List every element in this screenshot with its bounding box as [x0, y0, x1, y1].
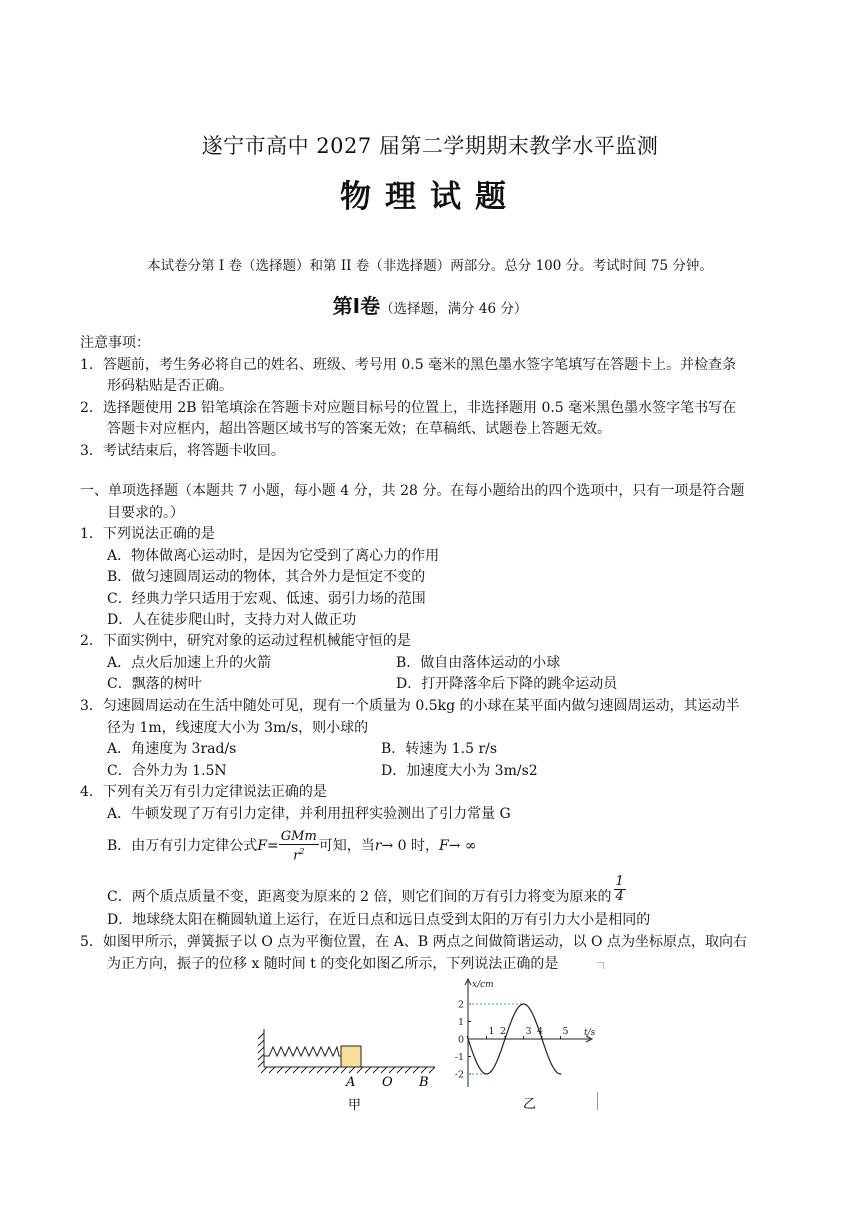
note-1-line-2: 形码粘贴是否正确。: [107, 378, 233, 394]
note-2-line-1: 2．选择题使用 2B 铅笔填涂在答题卡对应题目标号的位置上，非选择题用 0.5 毫米黑色墨水签字笔书写在: [80, 399, 737, 416]
question-2: [80, 631, 786, 696]
question-4-option-b-prefix: B．由万有引力定律公式: [107, 838, 258, 855]
question-2-option-c: C．飘落的树叶: [107, 676, 202, 692]
label-b: B: [419, 1075, 429, 1090]
section-1-line-2: 目要求的。）: [107, 504, 184, 521]
question-3-row-2: [80, 761, 786, 783]
formula-f: F: [257, 838, 268, 855]
question-1-option-a: A．物体做离心运动时，是因为它受到了离心力的作用: [107, 547, 440, 564]
y-tick-label: 2: [457, 999, 464, 1011]
one-quarter-fraction: [614, 875, 626, 904]
formula-r: r: [374, 838, 382, 855]
subject-heading: 物理试题: [340, 179, 520, 215]
volume-subtitle: （选择题，满分 46 分）: [380, 301, 528, 317]
notes-section: [80, 333, 786, 462]
question-5: [80, 932, 786, 975]
x-tick-label: 3: [525, 1026, 532, 1037]
question-4: [80, 782, 786, 825]
question-1-option-d: D．人在徒步爬山时，支持力对人做正功: [107, 612, 357, 628]
question-3-row-1: [80, 739, 786, 761]
question-2-option-b: B．做自由落体运动的小球: [396, 654, 561, 671]
question-4-option-c: [107, 872, 626, 908]
spring-oscillator-figure: [255, 1025, 445, 1120]
question-3-stem-line-1: 3．匀速圆周运动在生活中随处可见，现有一个质量为 0.5kg 的小球在某平面内做匀速圆周运动，其运动半: [80, 698, 740, 714]
question-4-stem: 4．下列有关万有引力定律说法正确的是: [80, 784, 327, 800]
notes-heading: 注意事项：: [80, 335, 150, 351]
x-tick-label: 2: [500, 1026, 507, 1037]
volume-heading: [0, 296, 860, 321]
question-2-row-1: [80, 653, 786, 675]
question-2-option-d: D．打开降落伞后下降的跳伞运动员: [396, 676, 618, 692]
question-5-stem-line-1: 5．如图甲所示，弹簧振子以 O 点为平衡位置，在 A、B 两点之间做简谐运动，以 O 点为坐标原点，取向右: [80, 934, 747, 950]
oscillator-block: [341, 1046, 361, 1067]
question-4-option-a: A．牛顿发现了万有引力定律，并利用扭秤实验测出了引力常量 G: [107, 805, 511, 822]
ground-hatching: [261, 1067, 435, 1073]
figure-yi-caption: 乙: [523, 1097, 537, 1112]
y-tick-label: 1: [457, 1017, 464, 1028]
note-2-line-2: 答题卡对应框内，超出答题区域书写的答案无效；在草稿纸、试题卷上答题无效。: [107, 421, 611, 437]
formula-r-limit: → 0 时，: [381, 838, 440, 855]
section-1: [80, 481, 786, 524]
exam-intro: 本试卷分第 I 卷（选择题）和第 II 卷（非选择题）两部分。总分 100 分。考试时间 75 分钟。: [147, 258, 713, 274]
gravitation-fraction: [279, 830, 319, 863]
crop-mark-bottom: [597, 1092, 598, 1110]
wall-hatching: [258, 1033, 264, 1067]
quarter-numerator: 1: [615, 874, 624, 889]
question-3-option-d: D．加速度大小为 3m/s2: [381, 762, 538, 779]
y-axis-label: x/cm: [472, 980, 494, 990]
note-1-line-1: 1．答题前，考生务必将自己的姓名、班级、考号用 0.5 毫米的黑色墨水签字笔填写在答题卡上。并检查条: [80, 356, 737, 373]
question-3-option-c: C．合外力为 1.5N: [107, 762, 227, 779]
question-1: [80, 524, 786, 632]
exam-title: 遂宁市高中 2027 届第二学期期末教学水平监测: [201, 134, 659, 158]
question-2-option-a: A．点火后加速上升的火箭: [107, 654, 272, 671]
question-3: [80, 696, 786, 782]
figure-jia-caption: 甲: [348, 1098, 362, 1113]
x-tick-label: 1: [488, 1026, 495, 1037]
x-tick-label: 5: [562, 1026, 569, 1037]
volume-title: 第Ⅰ卷: [332, 294, 381, 318]
y-tick-label: -2: [454, 1069, 464, 1081]
question-2-stem: 2．下面实例中，研究对象的运动过程机械能守恒的是: [80, 633, 411, 649]
label-o: O: [382, 1075, 393, 1090]
label-a: A: [346, 1075, 356, 1090]
formula-f-limit: F: [439, 838, 449, 855]
question-4-option-c-text: C．两个质点质量不变，距离变为原来的 2 倍，则它们间的万有引力将变为原来的: [107, 889, 612, 905]
question-1-stem: 1．下列说法正确的是: [80, 526, 215, 542]
question-1-option-b: B．做匀速圆周运动的物体，其合外力是恒定不变的: [107, 569, 426, 585]
question-1-option-c: C．经典力学只适用于宏观、低速、弱引力场的范围: [107, 590, 426, 607]
fraction-denominator-exponent: 2: [299, 847, 305, 857]
y-tick-label: 0: [457, 1034, 464, 1046]
section-1-line-1: 一、单项选择题（本题共 7 小题，每小题 4 分，共 28 分。在每小题给出的四个选项中，只有一项是符合题: [80, 483, 745, 499]
quarter-denominator: 4: [615, 889, 624, 904]
displacement-time-graph: [448, 975, 603, 1120]
question-4-option-d: D．地球绕太阳在椭圆轨道上运行，在近日点和远日点受到太阳的万有引力大小是相同的: [107, 912, 651, 928]
fraction-denominator-r: r: [293, 848, 300, 864]
question-3-option-b: B．转速为 1.5 r/s: [381, 741, 498, 757]
note-3-line-1: 3．考试结束后，将答题卡收回。: [80, 442, 285, 459]
formula-equals: =: [267, 838, 279, 855]
question-3-stem-line-2: 径为 1m，线速度大小为 3m/s，则小球的: [107, 719, 369, 736]
formula-infinity: → ∞: [448, 838, 477, 855]
question-5-stem-line-2: 为正方向，振子的位移 x 随时间 t 的变化如图乙所示，下列说法正确的是: [107, 955, 559, 972]
question-3-option-a: A．角速度为 3rad/s: [107, 741, 237, 757]
question-4-option-b: [107, 830, 477, 864]
question-2-row-2: [80, 674, 786, 696]
fraction-numerator: GMm: [280, 829, 317, 845]
x-axis-label: t/s: [584, 1028, 596, 1038]
y-tick-label: -1: [454, 1052, 464, 1063]
x-tick-label: 4: [537, 1026, 544, 1037]
spring: [264, 1047, 341, 1056]
crop-mark-top: [597, 962, 604, 969]
fraction-denominator: [279, 845, 319, 863]
question-4-option-b-middle: 可知，当: [318, 838, 375, 855]
